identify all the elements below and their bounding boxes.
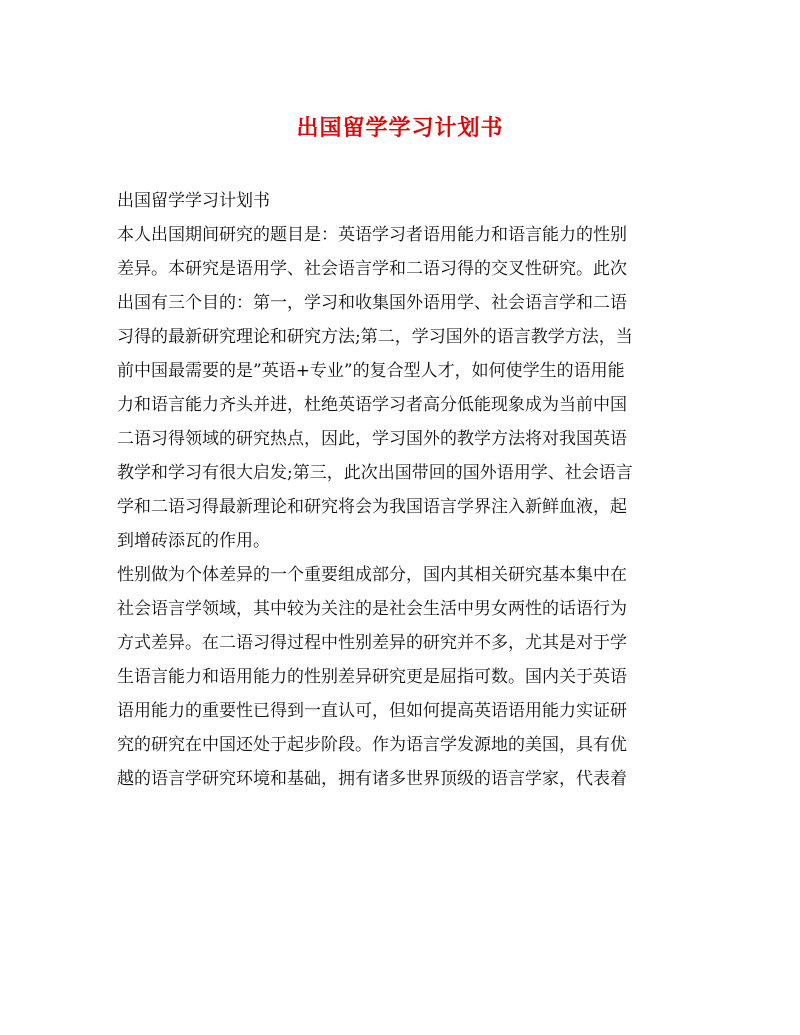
paragraph-2-line: 生语言能力和语用能力的性别差异研究更是屈指可数。国内关于英语 <box>117 667 627 687</box>
paragraph-1-line: 习得的最新研究理论和研究方法;第二，学习国外的语言教学方法，当 <box>117 327 633 347</box>
subtitle-line <box>117 184 677 218</box>
paragraph-1-line: 到增砖添瓦的作用。 <box>117 531 270 551</box>
paragraph-2-line: 方式差异。在二语习得过程中性别差异的研究并不多，尤其是对于学 <box>117 633 627 653</box>
paragraph-2-line: 究的研究在中国还处于起步阶段。作为语言学发源地的美国，具有优 <box>117 735 627 755</box>
paragraph-1-line: 力和语言能力齐头并进，杜绝英语学习者高分低能现象成为当前中国 <box>117 395 627 415</box>
paragraph-2 <box>117 558 677 796</box>
paragraph-1-line: 出国有三个目的：第一，学习和收集国外语用学、社会语言学和二语 <box>117 293 627 313</box>
document-title: 出国留学学习计划书 <box>296 115 504 141</box>
paragraph-2-line: 性别做为个体差异的一个重要组成部分，国内其相关研究基本集中在 <box>117 565 627 585</box>
paragraph-2-line: 语用能力的重要性已得到一直认可，但如何提高英语语用能力实证研 <box>117 701 627 721</box>
paragraph-1 <box>117 218 677 558</box>
paragraph-1-line: 前中国最需要的是”英语+专业”的复合型人才，如何使学生的语用能 <box>117 361 625 381</box>
paragraph-1-line: 二语习得领域的研究热点，因此，学习国外的教学方法将对我国英语 <box>117 429 627 449</box>
paragraph-1-line: 教学和学习有很大启发;第三，此次出国带回的国外语用学、社会语言 <box>117 463 633 483</box>
paragraph-2-line: 社会语言学领域，其中较为关注的是社会生活中男女两性的话语行为 <box>117 599 627 619</box>
paragraph-1-line: 本人出国期间研究的题目是：英语学习者语用能力和语言能力的性别 <box>117 225 627 245</box>
document-body <box>117 184 677 796</box>
subtitle-text: 出国留学学习计划书 <box>117 191 270 211</box>
paragraph-1-line: 学和二语习得最新理论和研究将会为我国语言学界注入新鲜血液，起 <box>117 497 627 517</box>
paragraph-2-line: 越的语言学研究环境和基础，拥有诸多世界顶级的语言学家，代表着 <box>117 769 627 789</box>
paragraph-1-line: 差异。本研究是语用学、社会语言学和二语习得的交叉性研究。此次 <box>117 259 627 279</box>
